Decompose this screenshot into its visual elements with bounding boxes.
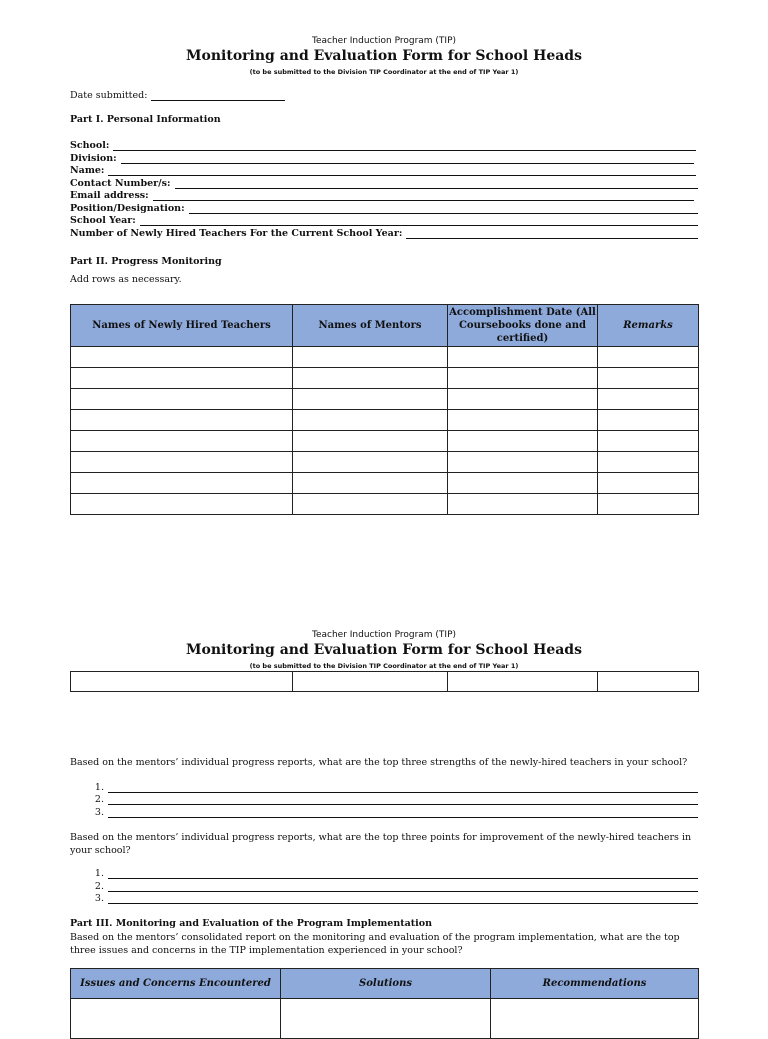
table-row [71,473,699,494]
form-title: Monitoring and Evaluation Form for School Heads [186,48,582,64]
improvement-item-1: 1. [86,867,698,879]
division-line[interactable] [121,154,694,164]
col-header-recommendations: Recommendations [491,969,699,999]
table-row [71,410,699,431]
table-row [71,431,699,452]
col-header-issues: Issues and Concerns Encountered [71,969,281,999]
col-header-remarks: Remarks [598,305,699,347]
date-submitted-row [70,90,285,101]
col-header-solutions: Solutions [281,969,491,999]
strengths-question: Based on the mentors’ individual progress reports, what are the top three strengths of the newly-hired teachers in your school? [70,757,688,768]
form-subtitle: (to be submitted to the Division TIP Coordinator at the end of TIP Year 1) [249,68,519,76]
strength-item-1: 1. [86,781,698,793]
form-subtitle-page2: (to be submitted to the Division TIP Coordinator at the end of TIP Year 1) [249,662,519,670]
table-row [71,999,699,1039]
field-name: Name: [70,164,696,176]
field-division: Division: [70,152,694,164]
table-row [71,389,699,410]
date-submitted-label: Date submitted: [70,90,148,101]
table-row [71,672,699,692]
improvement-question: Based on the mentors’ individual progress reports, what are the top three points for improvement of the newly-hired teachers in your school? [70,832,692,856]
newly-hired-count-line[interactable] [406,229,698,239]
table-row [71,452,699,473]
field-position: Position/Designation: [70,202,698,214]
issues-table-header [71,969,699,999]
progress-table-continued [70,671,699,692]
field-school-year: School Year: [70,214,698,226]
issues-table [70,968,699,1039]
col-header-teachers: Names of Newly Hired Teachers [71,305,293,347]
field-contact: Contact Number/s: [70,177,698,189]
contact-line[interactable] [175,179,699,189]
school-line[interactable] [113,141,696,151]
table-row [71,368,699,389]
add-rows-note: Add rows as necessary. [70,274,182,285]
col-header-mentors: Names of Mentors [293,305,448,347]
part1-heading: Part I. Personal Information [70,114,221,125]
field-newly-hired-count: Number of Newly Hired Teachers For the Current School Year: [70,227,698,239]
position-line[interactable] [189,204,698,214]
field-email: Email address: [70,189,694,201]
progress-table-header [71,305,699,347]
date-submitted-line[interactable] [151,91,285,101]
improvement-item-3: 3. [86,892,698,904]
table-row [71,347,699,368]
table-row [71,494,699,515]
part3-heading: Part III. Monitoring and Evaluation of the Program Implementation [70,918,433,929]
school-year-line[interactable] [140,216,698,226]
name-line[interactable] [108,166,696,176]
email-line[interactable] [153,191,694,201]
improvement-item-2: 2. [86,880,698,892]
program-name: Teacher Induction Program (TIP) [311,36,457,46]
part2-heading: Part II. Progress Monitoring [70,256,222,267]
part3-question: Based on the mentors’ consolidated report on the monitoring and evaluation of the program implementation, what are the top three issues and concerns in the TIP implementation experienced in your school? [70,932,680,956]
program-name-page2: Teacher Induction Program (TIP) [311,630,457,640]
col-header-accomplishment-date: Accomplishment Date (All Coursebooks done and certified) [448,305,598,347]
strength-item-2: 2. [86,793,698,805]
strength-item-3: 3. [86,806,698,818]
form-title-page2: Monitoring and Evaluation Form for School Heads [186,642,582,658]
progress-table [70,304,699,515]
field-school: School: [70,139,696,151]
